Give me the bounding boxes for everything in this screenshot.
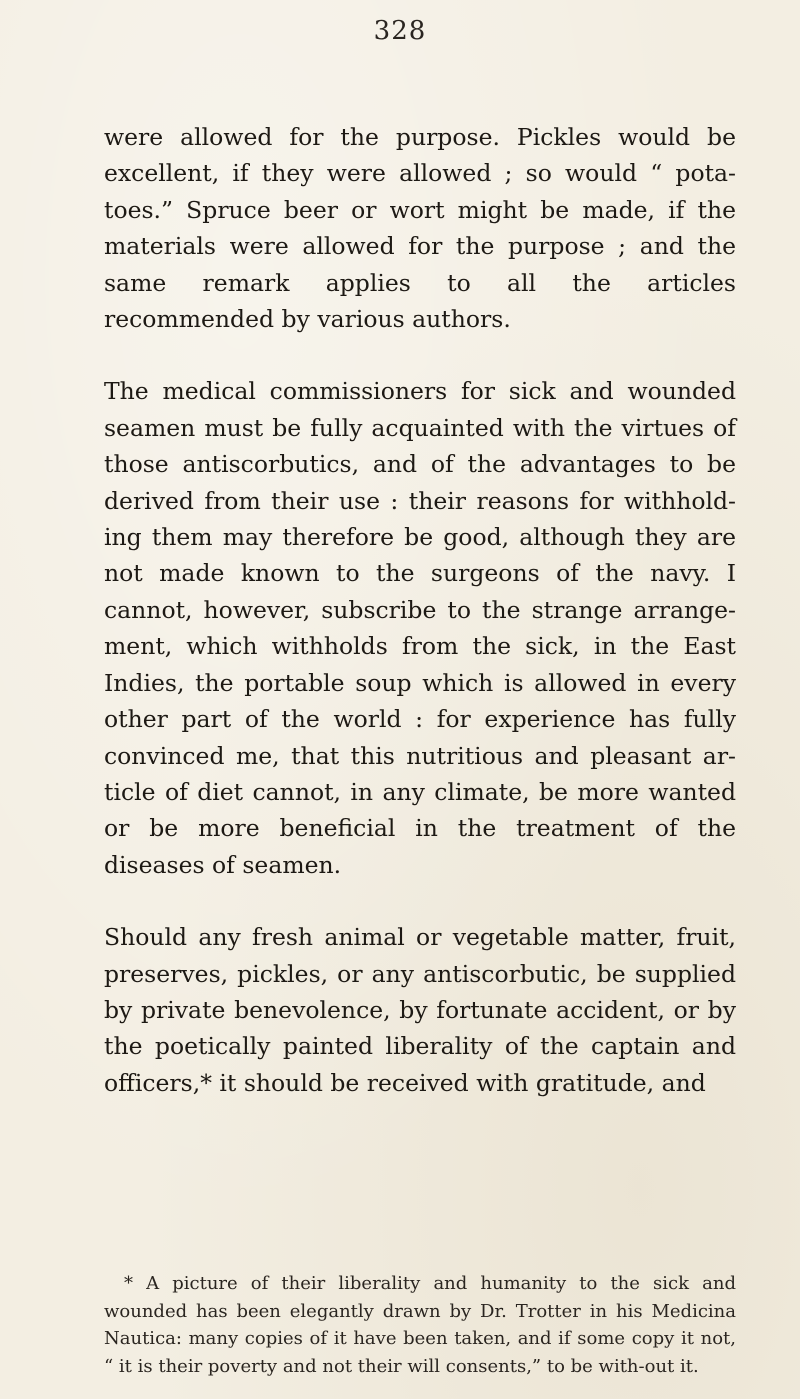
- paragraph-1: were allowed for the purpose. Pickles would be excellent, if they were allowed ; so would “ pota-toes.” Spruce beer or wort might be made, if the materials were allowed for the purpose ; and the same remark applies to all the articles recommended by various authors.: [104, 123, 736, 334]
- body-text: [104, 119, 736, 1101]
- footnote: * A picture of their liberality and humanity to the sick and wounded has been elegantly drawn by Dr. Trotter in his Medicina Nautica: many copies of it have been taken, and if some copy it not, “ it is their poverty and not their will consents,” to be with-out it.: [104, 1273, 736, 1377]
- paragraph-2: The medical commissioners for sick and wounded seamen must be fully acquainted with the virtues of those antiscorbutics, and of the advantages to be derived from their use : their reasons for withhold-ing them may therefore be good, although they are not made known to the surgeons of the navy. I cannot, however, subscribe to the strange arrange-ment, which withholds from the sick, in the East Indies, the portable soup which is allowed in every other part of the world : for experience has fully convinced me, that this nutritious and pleasant ar-ticle of diet cannot, in any climate, be more wanted or be more beneficial in the treatment of the diseases of seamen.: [104, 377, 736, 879]
- paragraph-3: Should any fresh animal or vegetable matter, fruit, preserves, pickles, or any antiscorbutic, be supplied by private benevolence, by fortunate accident, or by the poetically painted liberality of the captain and officers,* it should be received with gratitude, and: [104, 923, 736, 1097]
- page-number: 328: [373, 16, 427, 46]
